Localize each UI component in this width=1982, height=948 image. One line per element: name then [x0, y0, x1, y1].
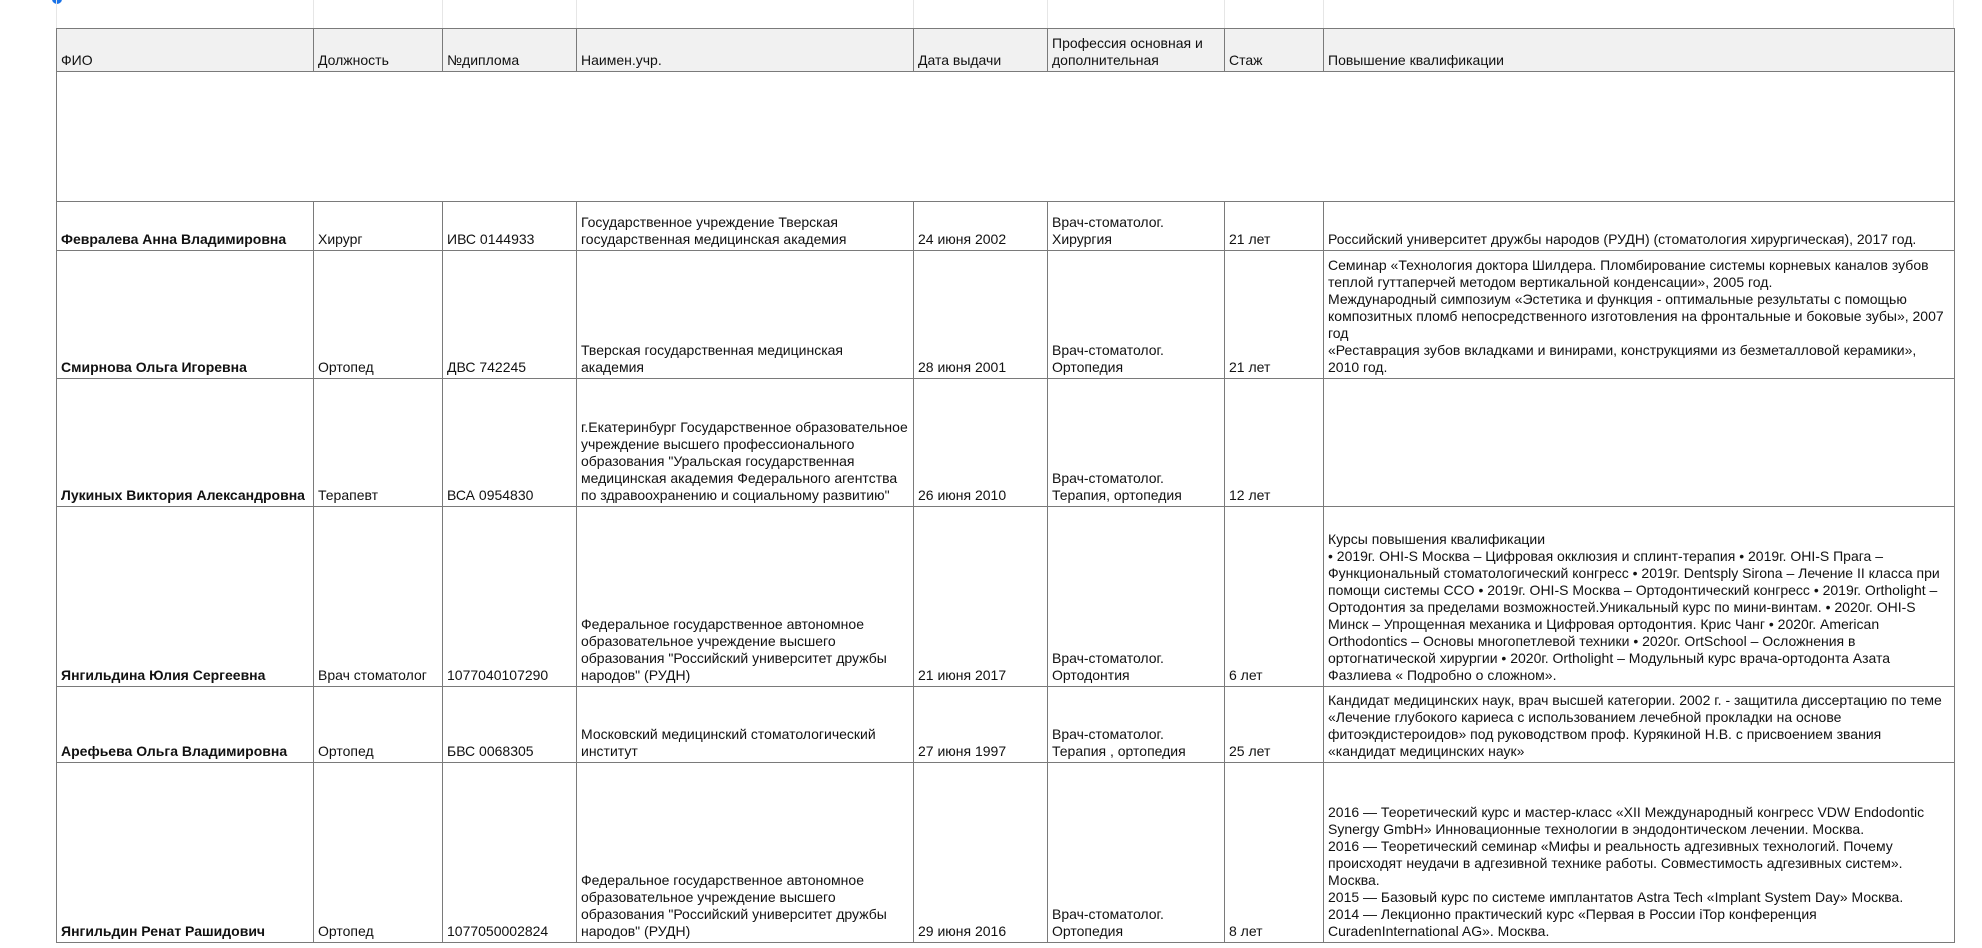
cell-institution[interactable]: г.Екатеринбург Государственное образовательное учреждение высшего профессионального образования "Уральская государственная медицинская академия Федерального агентства по здравоохранению и социальному развитию" [577, 379, 914, 507]
header-experience[interactable]: Стаж [1225, 29, 1324, 72]
cell-name[interactable]: Февралева Анна Владимировна [57, 202, 314, 251]
table-row [57, 251, 1955, 379]
header-profession[interactable]: Профессия основная и дополнительная [1048, 29, 1225, 72]
table-row [57, 202, 1955, 251]
staff-table [56, 28, 1955, 943]
header-qualification[interactable]: Повышение квалификации [1324, 29, 1955, 72]
cell-profession[interactable]: Врач-стоматолог. Ортопедия [1048, 763, 1225, 943]
cell-position[interactable]: Врач стоматолог [314, 507, 443, 687]
cell-date[interactable]: 27 июня 1997 [914, 687, 1048, 763]
cell-institution[interactable]: Федеральное государственное автономное образовательное учреждение высшего образования "Российский университет дружбы народов" (РУДН) [577, 763, 914, 943]
cell-position[interactable]: Терапевт [314, 379, 443, 507]
cell-qualification[interactable]: Российский университет дружбы народов (РУДН) (стоматология хирургическая), 2017 год. [1324, 202, 1955, 251]
cell-diploma[interactable]: ВСА 0954830 [443, 379, 577, 507]
cell-profession[interactable]: Врач-стоматолог. Терапия , ортопедия [1048, 687, 1225, 763]
cell-name[interactable]: Смирнова Ольга Игоревна [57, 251, 314, 379]
table-row [57, 379, 1955, 507]
header-institution[interactable]: Наимен.учр. [577, 29, 914, 72]
cell-position[interactable]: Ортопед [314, 687, 443, 763]
cell-date[interactable]: 29 июня 2016 [914, 763, 1048, 943]
header-diploma[interactable]: №диплома [443, 29, 577, 72]
cell-diploma[interactable]: БВС 0068305 [443, 687, 577, 763]
cell-position[interactable]: Хирург [314, 202, 443, 251]
cell-experience[interactable]: 21 лет [1225, 251, 1324, 379]
header-row [57, 29, 1955, 72]
cell-diploma[interactable]: 1077040107290 [443, 507, 577, 687]
header-position[interactable]: Должность [314, 29, 443, 72]
cell-qualification[interactable]: Кандидат медицинских наук, врач высшей категории. 2002 г. - защитила диссертацию по теме «Лечение глубокого кариеса с использованием лечебной прокладки на основе фитоэкдистероидов» под руководством проф. Курякиной Н.В. с присвоением звания «кандидат медицинских наук» [1324, 687, 1955, 763]
cell-qualification[interactable]: Семинар «Технология доктора Шилдера. Пломбирование системы корневых каналов зубов теплой гуттаперчей методом вертикальной конденсации», 2005 год. Международный симпозиум «Эстетика и функция - оптимальные результаты с помощью композитных пломб непосредственного изготовления на фронтальные и боковые зубы», 2007 год «Реставрация зубов вкладками и винирами, конструкциями из безметалловой керамики», 2010 год. [1324, 251, 1955, 379]
cell-institution[interactable]: Государственное учреждение Тверская государственная медицинская академия [577, 202, 914, 251]
table-row [57, 687, 1955, 763]
cell-diploma[interactable]: 1077050002824 [443, 763, 577, 943]
cell-institution[interactable]: Московский медицинский стоматологический институт [577, 687, 914, 763]
table-row [57, 507, 1955, 687]
cell-experience[interactable]: 12 лет [1225, 379, 1324, 507]
cell-qualification[interactable]: Курсы повышения квалификации • 2019г. OHI-S Москва – Цифровая окклюзия и сплинт-терапия • 2019г. OHI-S Прага – Функциональный стоматологический конгресс • 2019г. Dentsply Sirona – Лечение II класса при помощи системы CCO • 2019г. OHI-S Москва – Ортодонтический конгресс • 2019г. Ortholight – Ортодонтия за пределами возможностей.Уникальный курс по мини-винтам. • 2020г. OHI-S Минск – Упрощенная механика и Цифровая ортодонтия. Крис Чанг • 2020г. American Orthodontics – Основы многопетлевой техники • 2020г. OrtSchool – Осложнения в ортогнатической хирургии • 2020г. Ortholight – Модульный курс врача-ортодонта Азата Фазлиева « Подробно о сложном». [1324, 507, 1955, 687]
cell-date[interactable]: 24 июня 2002 [914, 202, 1048, 251]
cell-profession[interactable]: Врач-стоматолог. Терапия, ортопедия [1048, 379, 1225, 507]
column-grid-lines [56, 0, 1954, 28]
cell-experience[interactable]: 25 лет [1225, 687, 1324, 763]
cell-position[interactable]: Ортопед [314, 251, 443, 379]
empty-row [57, 72, 1955, 202]
cell-qualification[interactable]: 2016 — Теоретический курс и мастер-класс «XII Международный конгресс VDW Endodontic Synergy GmbH» Инновационные технологии в эндодонтическом лечении. Москва. 2016 — Теоретический семинар «Мифы и реальность адгезивных технологий. Почему происходят неудачи в адгезивной технике работы. Совместимость адгезивных систем». Москва. 2015 — Базовый курс по системе имплантатов Astra Tech «Implant System Day» Москва. 2014 — Лекционно практический курс «Первая в России iTop конференция CuradenInternational AG». Москва. [1324, 763, 1955, 943]
header-name[interactable]: ФИО [57, 29, 314, 72]
cell-name[interactable]: Лукиных Виктория Александровна [57, 379, 314, 507]
cell-experience[interactable]: 8 лет [1225, 763, 1324, 943]
cell-institution[interactable]: Федеральное государственное автономное образовательное учреждение высшего образования "Российский университет дружбы народов" (РУДН) [577, 507, 914, 687]
cell-profession[interactable]: Врач-стоматолог. Хирургия [1048, 202, 1225, 251]
cell-name[interactable]: Янгильдин Ренат Рашидович [57, 763, 314, 943]
cell-name[interactable]: Янгильдина Юлия Сергеевна [57, 507, 314, 687]
cell-qualification[interactable] [1324, 379, 1955, 507]
cell-experience[interactable]: 21 лет [1225, 202, 1324, 251]
cell-profession[interactable]: Врач-стоматолог. Ортопедия [1048, 251, 1225, 379]
cell-name[interactable]: Арефьева Ольга Владимировна [57, 687, 314, 763]
cell-date[interactable]: 26 июня 2010 [914, 379, 1048, 507]
table-row [57, 763, 1955, 943]
cell-diploma[interactable]: ДВС 742245 [443, 251, 577, 379]
cell-date[interactable]: 28 июня 2001 [914, 251, 1048, 379]
header-date[interactable]: Дата выдачи [914, 29, 1048, 72]
cell-profession[interactable]: Врач-стоматолог. Ортодонтия [1048, 507, 1225, 687]
cell-position[interactable]: Ортопед [314, 763, 443, 943]
cell-institution[interactable]: Тверская государственная медицинская академия [577, 251, 914, 379]
cell-diploma[interactable]: ИВС 0144933 [443, 202, 577, 251]
cell-experience[interactable]: 6 лет [1225, 507, 1324, 687]
cell-date[interactable]: 21 июня 2017 [914, 507, 1048, 687]
